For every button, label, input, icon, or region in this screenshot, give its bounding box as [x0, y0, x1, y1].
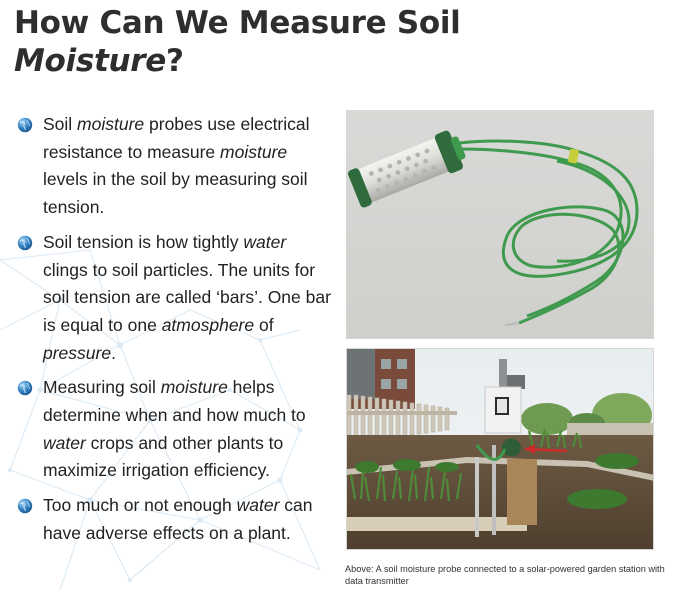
bullet-text-emphasis: moisture — [77, 114, 145, 134]
page-title — [14, 4, 654, 80]
bullet-item — [16, 111, 331, 222]
bullet-item — [16, 374, 331, 485]
globe-bullet-icon — [17, 380, 33, 396]
globe-bullet-icon — [17, 498, 33, 514]
bullet-text: Too much or not enough — [43, 495, 237, 516]
bullet-text-emphasis: water — [43, 432, 86, 453]
soil-moisture-probe-photo — [346, 110, 654, 339]
bullet-text: levels in the soil by measuring soil tension. — [43, 169, 308, 218]
bullet-text-emphasis: water — [236, 495, 280, 516]
bullet-item — [16, 492, 331, 547]
bullet-text-emphasis: moisture — [220, 141, 288, 162]
globe-bullet-icon — [17, 235, 33, 251]
bullet-text-emphasis: moisture — [160, 377, 228, 398]
title-line1: How Can We Measure Soil — [14, 5, 461, 41]
bullet-text: clings to soil particles. The units for soil tension are called ‘bars’. One bar is equal to one — [43, 259, 331, 335]
bullet-text: of — [254, 314, 274, 335]
photo-caption: Above: A soil moisture probe connected to a solar-powered garden station with data transmitter — [345, 564, 665, 586]
bullet-text-emphasis: atmosphere — [161, 314, 255, 335]
garden-station-photo — [346, 348, 654, 550]
bullet-text-emphasis: pressure — [43, 342, 112, 363]
bullet-list — [16, 111, 331, 548]
bullet-text: crops and other plants to maximize irrigation efficiency. — [43, 432, 284, 481]
bullet-text-emphasis: water — [243, 231, 287, 252]
bullet-text: probes use electrical resistance to measure — [43, 114, 310, 162]
globe-bullet-icon — [17, 117, 33, 133]
bullet-text: Soil — [43, 114, 78, 134]
title-question-mark: ? — [166, 43, 184, 79]
bullet-text: helps determine when and how much to — [43, 377, 306, 426]
bullet-item — [16, 229, 331, 368]
bullet-text: . — [111, 342, 116, 363]
bullet-text: can have adverse effects on a plant. — [43, 495, 313, 543]
title-emphasis: Moisture — [14, 43, 167, 79]
bullet-text: Soil tension is how tightly — [43, 231, 244, 252]
bullet-text: Measuring soil — [43, 377, 161, 398]
